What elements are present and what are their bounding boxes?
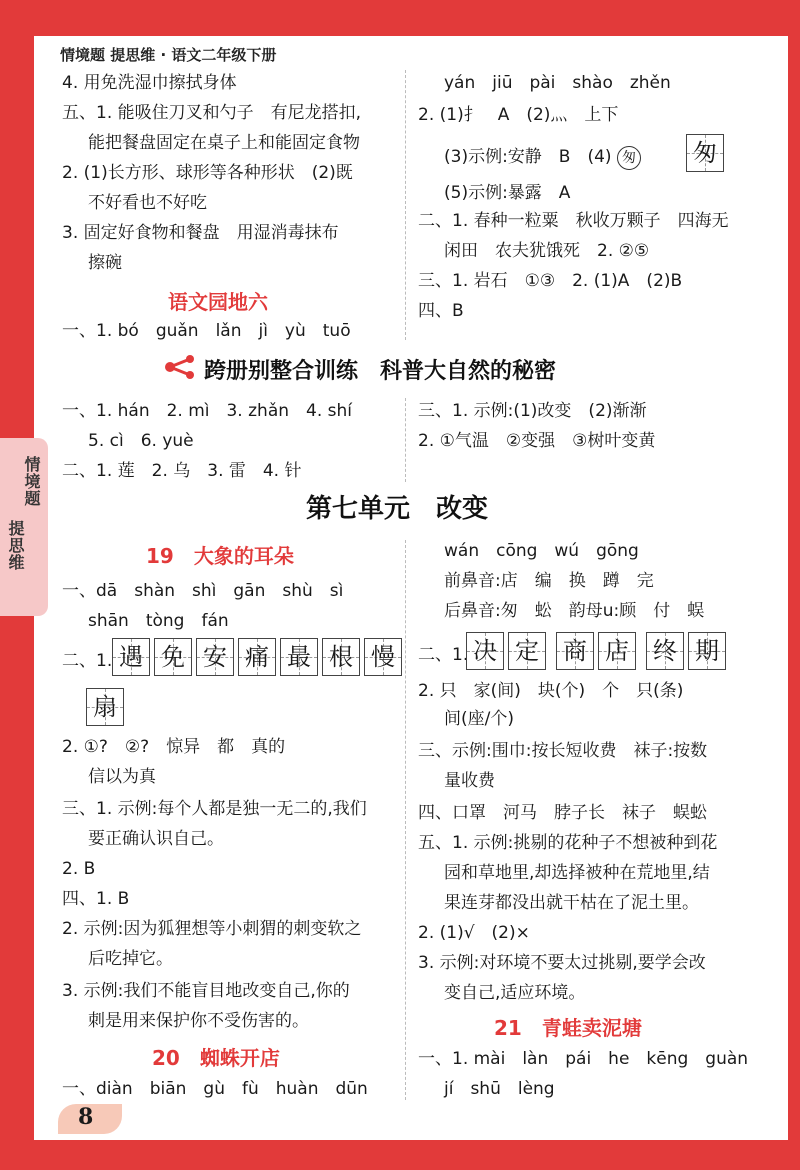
answer-line: 2. (1)长方形、球形等各种形状 (2)既 xyxy=(62,163,353,183)
answer-line: 一、diàn biān gù fù huàn dūn xyxy=(62,1079,368,1099)
answer-line: 园和草地里,却选择被种在荒地里,结 xyxy=(444,863,710,883)
answer-line: 二、1. 莲 2. 乌 3. 雷 4. 针 xyxy=(62,461,302,481)
grid-cell: 期 xyxy=(688,632,726,670)
answer-line: 二、1. xyxy=(62,651,113,671)
answer-line: wán cōng wú gōng xyxy=(444,541,639,561)
answer-line: shān tòng fán xyxy=(88,611,229,631)
lesson-title-21: 21 青蛙卖泥塘 xyxy=(494,1016,642,1040)
answer-line: 一、1. bó guǎn lǎn jì yù tuō xyxy=(62,321,351,341)
section-title-yuwen: 语文园地六 xyxy=(168,290,268,314)
answer-line: 间(座/个) xyxy=(444,709,514,729)
answer-line: 三、1. 示例:每个人都是独一无二的,我们 xyxy=(62,799,367,819)
grid-cell: 慢 xyxy=(364,638,402,676)
answer-line: 3. 示例:对环境不要太过挑剔,要学会改 xyxy=(418,953,706,973)
page-number-badge xyxy=(58,1098,122,1138)
answer-line: 3. 固定好食物和餐盘 用湿消毒抹布 xyxy=(62,223,339,243)
column-divider xyxy=(405,70,406,340)
lesson-title-20: 20 蜘蛛开店 xyxy=(152,1046,280,1070)
answer-line: 后鼻音:匆 蚣 韵母u:顾 付 蜈 xyxy=(444,601,705,621)
answer-line: 5. cì 6. yuè xyxy=(88,431,194,451)
answer-line: 信以为真 xyxy=(88,767,156,787)
answer-line: 一、1. hán 2. mì 3. zhǎn 4. shí xyxy=(62,401,352,421)
char-grid xyxy=(112,638,406,676)
answer-line: 要正确认识自己。 xyxy=(88,829,224,849)
circled-char: 匆 xyxy=(617,146,641,170)
top-border xyxy=(0,0,800,36)
answer-line: jí shū lèng xyxy=(444,1079,555,1099)
answer-line: 二、1. xyxy=(418,645,469,665)
grid-cell: 痛 xyxy=(238,638,276,676)
answer-line: 不好看也不好吃 xyxy=(88,193,207,213)
side-tab-label-1: 情境题 xyxy=(22,456,41,507)
page-header: 情境题 提思维 · 语文二年级下册 xyxy=(60,46,277,64)
char-grid xyxy=(686,134,728,172)
side-tab-label-2: 提思维 xyxy=(6,520,25,571)
answer-line: 2. B xyxy=(62,859,96,879)
answer-line: 一、dā shàn shì gān shù sì xyxy=(62,581,344,601)
answer-line: 果连芽都没出就干枯在了泥土里。 xyxy=(444,893,699,913)
grid-cell: 扇 xyxy=(86,688,124,726)
column-divider xyxy=(405,398,406,482)
page-number: 8 xyxy=(78,1104,94,1130)
answer-line: 2. 示例:因为狐狸想等小刺猬的刺变软之 xyxy=(62,919,362,939)
grid-cell: 最 xyxy=(280,638,318,676)
grid-cell: 店 xyxy=(598,632,636,670)
grid-cell: 终 xyxy=(646,632,684,670)
answer-line: 3. 示例:我们不能盲目地改变自己,你的 xyxy=(62,981,350,1001)
answer-line: 2. 只 家(间) 块(个) 个 只(条) xyxy=(418,681,684,701)
answer-line: 三、示例:围巾:按长短收费 袜子:按数 xyxy=(418,741,708,761)
answer-line: 前鼻音:店 编 换 蹲 完 xyxy=(444,571,654,591)
column-divider xyxy=(405,540,406,1100)
answer-line: 三、1. 示例:(1)改变 (2)渐渐 xyxy=(418,401,647,421)
answer-line: 4. 用免洗湿巾擦拭身体 xyxy=(62,73,237,93)
answer-line: 三、1. 岩石 ①③ 2. (1)A (2)B xyxy=(418,271,683,291)
answer-line: 2. (1)扌 A (2)灬 上下 xyxy=(418,105,619,125)
answer-line: 后吃掉它。 xyxy=(88,949,173,969)
answer-line: 量收费 xyxy=(444,771,495,791)
answer-line: 闲田 农夫犹饿死 2. ②⑤ xyxy=(444,241,650,261)
grid-cell: 安 xyxy=(196,638,234,676)
grid-cell: 根 xyxy=(322,638,360,676)
answer-line: 擦碗 xyxy=(88,253,122,273)
unit-title: 第七单元 改变 xyxy=(306,494,489,524)
answer-line: 五、1. 示例:挑剔的花种子不想被种到花 xyxy=(418,833,718,853)
side-tab xyxy=(0,438,48,616)
answer-line: 能把餐盘固定在桌子上和能固定食物 xyxy=(88,133,360,153)
answer-line xyxy=(444,144,641,170)
answer-line: 变自己,适应环境。 xyxy=(444,983,586,1003)
answer-text: (3)示例:安静 B (4) xyxy=(444,147,612,167)
grid-cell: 遇 xyxy=(112,638,150,676)
answer-line: 一、1. mài làn pái he kēng guàn xyxy=(418,1049,749,1069)
answer-line: (5)示例:暴露 A xyxy=(444,183,571,203)
grid-cell: 免 xyxy=(154,638,192,676)
answer-line: 五、1. 能吸住刀叉和勺子 有尼龙搭扣, xyxy=(62,103,362,123)
answer-line: 2. ①? ②? 惊异 都 真的 xyxy=(62,737,286,757)
answer-line: 刺是用来保护你不受伤害的。 xyxy=(88,1011,309,1031)
char-grid xyxy=(86,688,128,726)
char-grid xyxy=(466,632,730,670)
cross-section-title: 跨册别整合训练 科普大自然的秘密 xyxy=(204,359,557,384)
answer-line: 2. ①气温 ②变强 ③树叶变黄 xyxy=(418,431,656,451)
answer-line: 2. (1)√ (2)× xyxy=(418,923,530,943)
grid-cell: 定 xyxy=(508,632,546,670)
answer-line: 四、1. B xyxy=(62,889,130,909)
bottom-border xyxy=(0,1140,800,1170)
connector-icon xyxy=(162,355,198,379)
lesson-title-19: 19 大象的耳朵 xyxy=(146,544,294,568)
answer-line: yán jiū pài shào zhěn xyxy=(444,73,671,93)
grid-cell: 决 xyxy=(466,632,504,670)
answer-line: 二、1. 春种一粒粟 秋收万颗子 四海无 xyxy=(418,211,729,231)
answer-line: 四、口罩 河马 脖子长 袜子 蜈蚣 xyxy=(418,803,707,823)
grid-cell: 商 xyxy=(556,632,594,670)
right-border xyxy=(788,0,800,1170)
grid-cell: 匆 xyxy=(686,134,724,172)
answer-line: 四、B xyxy=(418,301,464,321)
